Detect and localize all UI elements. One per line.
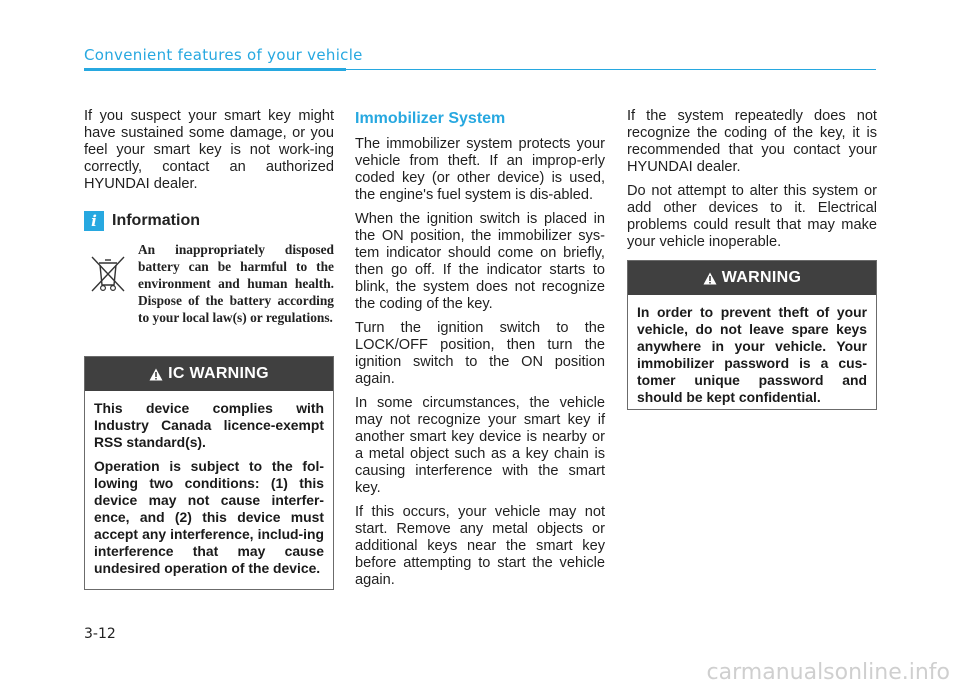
header-rule-thin — [346, 69, 876, 70]
ic-warning-paragraph: This device complies with Industry Canada licence-exempt RSS standard(s). — [94, 400, 324, 450]
warning-title: WARNING — [721, 269, 802, 286]
warning-header — [628, 261, 876, 295]
information-body — [84, 241, 334, 326]
immobilizer-paragraph: The immobilizer system protects your vehicle from theft. If an improp-erly coded key (or other device) is used, the engine's fuel system is dis-abled. — [355, 136, 605, 203]
crossed-out-bin-icon — [88, 253, 128, 297]
immobilizer-paragraph: If the system repeatedly does not recognize the coding of the key, it is recommended that you contact your HYUNDAI dealer. — [627, 108, 877, 175]
ic-warning-header — [85, 357, 333, 391]
information-icon: i — [84, 211, 104, 231]
warning-triangle-icon — [703, 272, 717, 285]
immobilizer-heading: Immobilizer System — [355, 110, 506, 127]
column-2 — [355, 110, 605, 596]
information-heading — [84, 211, 334, 231]
immobilizer-paragraph: Do not attempt to alter this system or add other devices to it. Electrical problems could result that may make your vehicle inoperable. — [627, 183, 877, 250]
smart-key-damage-paragraph: If you suspect your smart key might have sustained some damage, or you feel your smart key is not work-ing correctly, contact an authorized HYUNDAI dealer. — [84, 108, 334, 192]
warning-body — [628, 295, 876, 414]
column-1 — [84, 108, 334, 326]
warning-box — [627, 260, 877, 410]
immobilizer-paragraph: If this occurs, your vehicle may not start. Remove any metal objects or additional keys near the smart key before attempting to start the vehicle again. — [355, 504, 605, 588]
ic-warning-paragraph: Operation is subject to the fol-lowing two conditions: (1) this device may not cause interfer-ence, and (2) this device must accept any interference, includ-ing interference that may cause undesired operation of the device. — [94, 458, 324, 576]
immobilizer-paragraph: Turn the ignition switch to the LOCK/OFF position, then turn the ignition switch to the ON position again. — [355, 320, 605, 387]
column-3 — [627, 108, 877, 258]
immobilizer-paragraph: In some circumstances, the vehicle may not recognize your smart key if another smart key device is nearby or a metal object such as a key chain is causing interference with the smart key. — [355, 395, 605, 496]
page-number: 3-12 — [84, 626, 116, 642]
watermark: carmanualsonline.info — [706, 660, 950, 685]
warning-triangle-icon — [149, 368, 163, 381]
ic-warning-box — [84, 356, 334, 590]
section-header-title: Convenient features of your vehicle — [84, 46, 363, 64]
header-rule-thick — [84, 68, 346, 71]
immobilizer-paragraph: When the ignition switch is placed in the ON position, the immobilizer sys-tem indicator should come on briefly, then go off. If the indicator starts to blink, the system does not recognize the coding of the key. — [355, 211, 605, 312]
ic-warning-body — [85, 391, 333, 585]
ic-warning-title: IC WARNING — [168, 365, 269, 382]
information-title: Information — [112, 212, 200, 229]
information-text: An inappropriately disposed battery can be harmful to the environment and human health. Dispose of the battery according to your local law(s) or regulations. — [138, 242, 334, 325]
warning-text: In order to prevent theft of your vehicle, do not leave spare keys anywhere in your vehicle. Your immobilizer password is a cus-tomer unique password and should be kept confidential. — [637, 304, 867, 405]
